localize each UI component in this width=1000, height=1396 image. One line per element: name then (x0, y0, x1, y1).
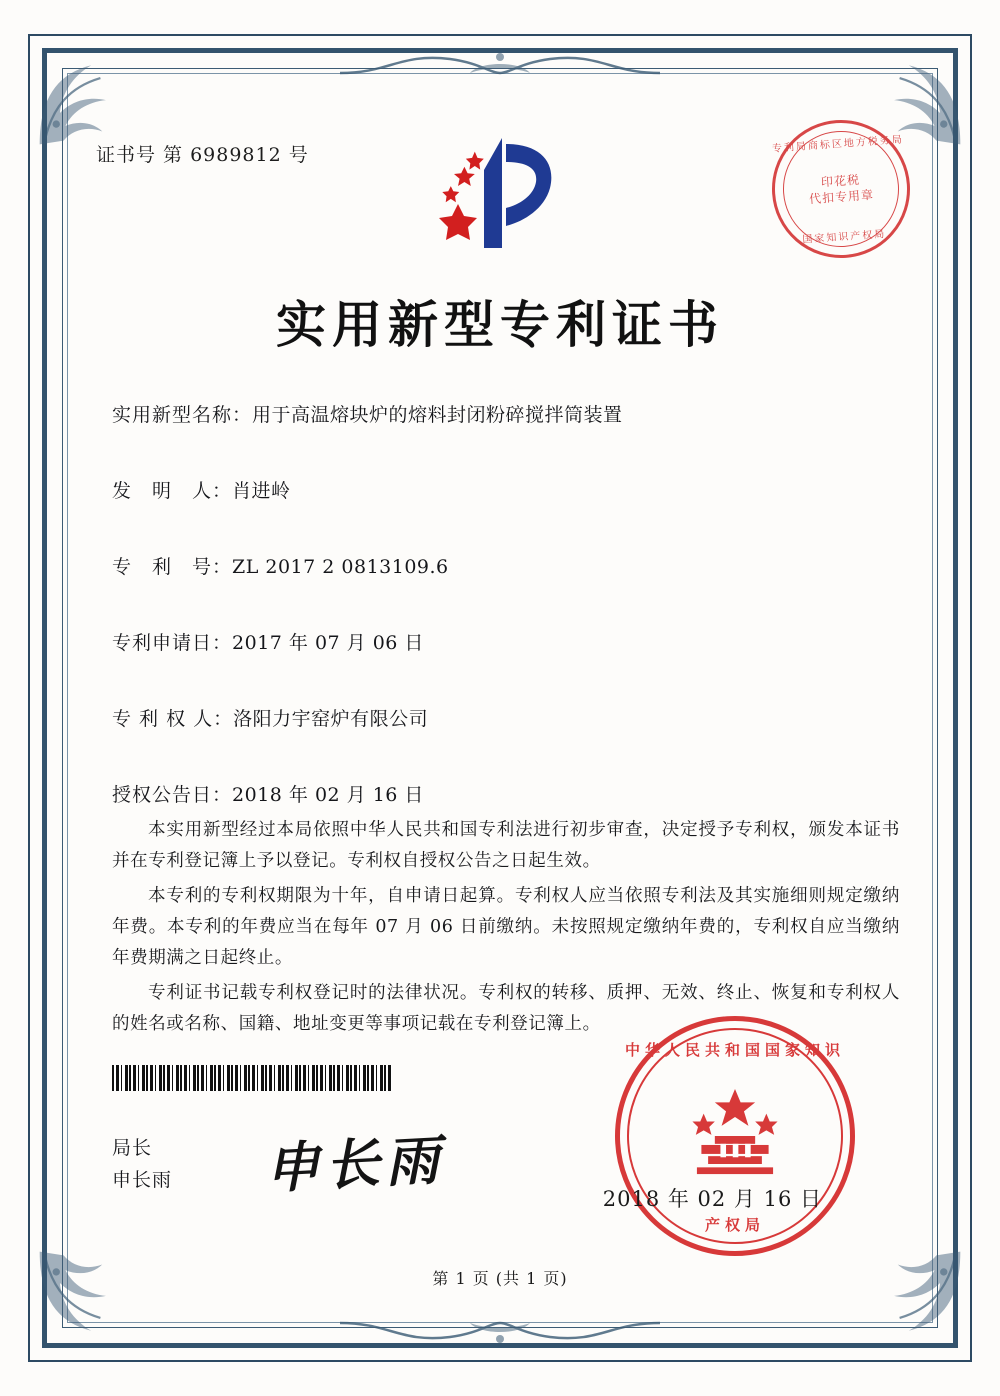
field-row (112, 552, 910, 579)
field-row (112, 780, 910, 807)
director-title-label: 局长 (112, 1137, 153, 1159)
field-value: 用于高温熔块炉的熔料封闭粉碎搅拌筒装置 (252, 404, 623, 426)
field-value: ZL 2017 2 0813109.6 (232, 556, 449, 578)
field-list (112, 400, 910, 856)
tax-stamp-line-1: 印花税 (820, 172, 861, 190)
legal-text-block (112, 815, 900, 1044)
field-label: 实用新型名称： (112, 404, 253, 426)
legal-paragraph: 本实用新型经过本局依照中华人民共和国专利法进行初步审查，决定授予专利权，颁发本证书并在专利登记簿上予以登记。专利权自授权公告之日起生效。 (112, 820, 900, 871)
tax-stamp (767, 115, 914, 262)
legal-paragraph: 本专利的专利权期限为十年，自申请日起算。专利权人应当依照专利法及其实施细则规定缴纳年费。本专利的年费应当在每年 07 月 06 日前缴纳。未按照规定缴纳年费的，专利权自应当缴纳年费期满之日起终止。 (112, 886, 900, 968)
tax-stamp-line-2: 代扣专用章 (808, 187, 875, 207)
field-label: 发 明 人： (112, 480, 233, 502)
certificate-content (90, 110, 910, 1301)
certificate-barcode (112, 1065, 392, 1091)
director-name: 申长雨 (112, 1169, 173, 1191)
certificate-number: 证书号 第 6989812 号 (96, 144, 309, 166)
bottom-edge-ornament-icon (340, 1315, 660, 1349)
field-label: 专 利 权 人： (112, 708, 234, 730)
field-row (112, 704, 910, 731)
field-value: 2018 年 02 月 16 日 (232, 784, 424, 806)
tax-stamp-arc-bottom: 国家知识产权局 (802, 228, 887, 246)
field-label: 专 利 号： (112, 556, 233, 578)
field-value: 洛阳力宇窑炉有限公司 (233, 708, 429, 730)
tax-stamp-arc-top: 专利局商标区地方税务局 (771, 134, 905, 155)
field-value: 2017 年 07 月 06 日 (232, 632, 424, 654)
seal-arc-top: 中华人民共和国国家知识 (624, 1041, 845, 1059)
field-value: 肖进岭 (232, 480, 291, 502)
seal-arc-bottom: 产权局 (704, 1216, 765, 1234)
national-emblem-icon (679, 1080, 791, 1192)
page-footer: 第 1 页 (共 1 页) (432, 1269, 568, 1288)
field-row (112, 476, 910, 503)
seal-date: 2018 年 02 月 16 日 (602, 1187, 822, 1211)
legal-paragraph: 专利证书记载专利权登记时的法律状况。专利权的转移、质押、无效、终止、恢复和专利权人的姓名或名称、国籍、地址变更等事项记载在专利登记簿上。 (112, 983, 900, 1034)
handwritten-signature: 申长雨 (263, 1127, 447, 1201)
signature-block (112, 1132, 172, 1196)
field-row (112, 628, 910, 655)
patent-office-logo-icon (410, 130, 590, 260)
page-title: 实用新型专利证书 (276, 295, 724, 354)
field-row (112, 400, 910, 427)
field-label: 授权公告日： (112, 784, 233, 806)
field-label: 专利申请日： (112, 632, 233, 654)
national-seal (615, 1016, 855, 1256)
top-edge-ornament-icon (340, 47, 660, 81)
